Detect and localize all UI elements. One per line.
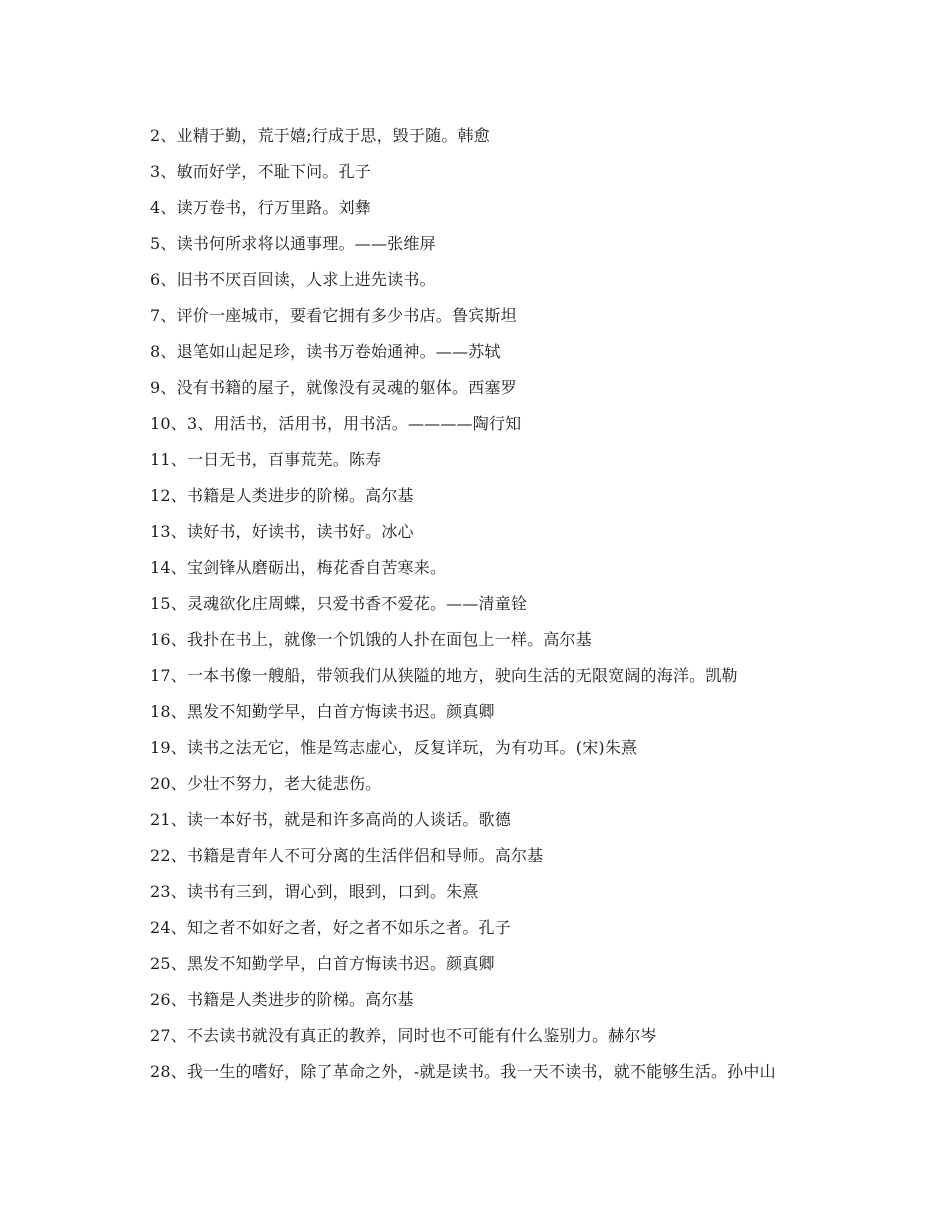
quote-item: 13、读好书，好读书，读书好。冰心	[150, 522, 414, 541]
quote-item: 20、少壮不努力，老大徒悲伤。	[150, 774, 382, 793]
quote-item: 9、没有书籍的屋子，就像没有灵魂的躯体。西塞罗	[150, 378, 517, 397]
quote-item: 28、我一生的嗜好，除了革命之外，-就是读书。我一天不读书，就不能够生活。孙中山	[150, 1062, 776, 1081]
quote-item: 10、3、用活书，活用书，用书活。————陶行知	[150, 414, 522, 433]
quote-item: 25、黑发不知勤学早，白首方悔读书迟。颜真卿	[150, 954, 495, 973]
quote-item: 2、业精于勤，荒于嬉;行成于思，毁于随。韩愈	[150, 126, 490, 145]
quote-item: 14、宝剑锋从磨砺出，梅花香自苦寒来。	[150, 558, 447, 577]
quote-item: 17、一本书像一艘船，带领我们从狭隘的地方，驶向生活的无限宽阔的海洋。凯勒	[150, 666, 738, 685]
quote-item: 23、读书有三到，谓心到，眼到，口到。朱熹	[150, 882, 479, 901]
quote-item: 18、黑发不知勤学早，白首方悔读书迟。颜真卿	[150, 702, 495, 721]
quote-item: 8、退笔如山起足珍，读书万卷始通神。——苏轼	[150, 342, 501, 361]
quote-item: 7、评价一座城市，要看它拥有多少书店。鲁宾斯坦	[150, 306, 517, 325]
quote-item: 3、敏而好学，不耻下问。孔子	[150, 162, 371, 181]
quote-item: 27、不去读书就没有真正的教养，同时也不可能有什么鉴别力。赫尔岑	[150, 1026, 657, 1045]
quote-item: 21、读一本好书，就是和许多高尚的人谈话。歌德	[150, 810, 511, 829]
quote-item: 16、我扑在书上，就像一个饥饿的人扑在面包上一样。高尔基	[150, 630, 592, 649]
quote-item: 22、书籍是青年人不可分离的生活伴侣和导师。高尔基	[150, 846, 544, 865]
quote-item: 24、知之者不如好之者，好之者不如乐之者。孔子	[150, 918, 511, 937]
quote-item: 11、一日无书，百事荒芜。陈寿	[150, 450, 382, 469]
quote-item: 19、读书之法无它，惟是笃志虚心，反复详玩，为有功耳。(宋)朱熹	[150, 738, 638, 757]
quote-item: 4、读万卷书，行万里路。刘彝	[150, 198, 371, 217]
quote-item: 15、灵魂欲化庄周蝶，只爱书香不爱花。——清童铨	[150, 594, 528, 613]
quote-item: 5、读书何所求将以通事理。——张维屏	[150, 234, 436, 253]
quote-item: 6、旧书不厌百回读，人求上进先读书。	[150, 270, 436, 289]
quote-item: 12、书籍是人类进步的阶梯。高尔基	[150, 486, 414, 505]
quote-item: 26、书籍是人类进步的阶梯。高尔基	[150, 990, 414, 1009]
quote-list	[114, 124, 834, 1083]
